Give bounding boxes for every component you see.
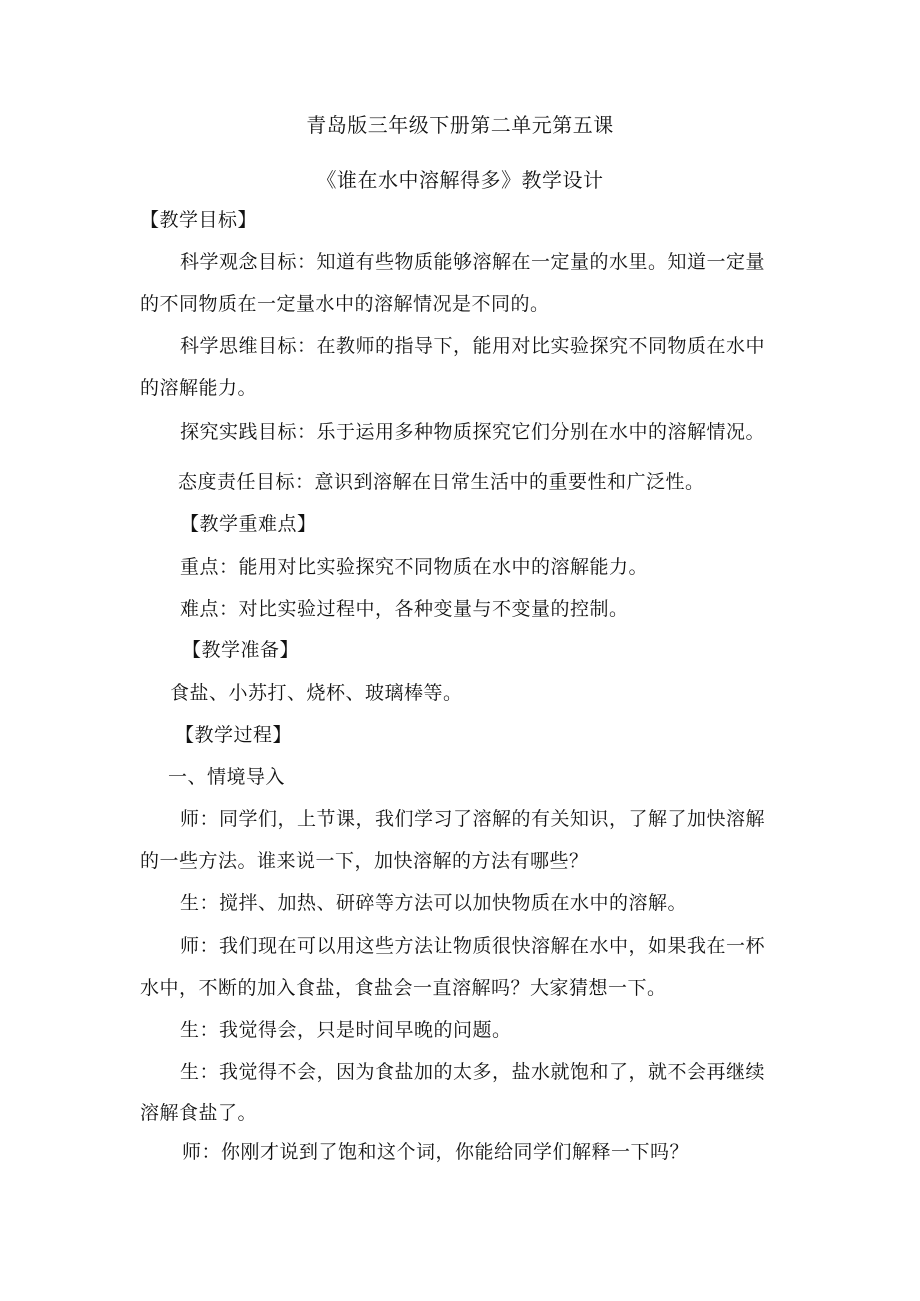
section-heading-keypoints: 【教学重难点】	[180, 513, 317, 535]
dialogue-line: 师：你刚才说到了饱和这个词，你能给同学们解释一下吗？	[182, 1141, 690, 1163]
dialogue-line: 师：我们现在可以用这些方法让物质很快溶解在水中，如果我在一杯	[180, 935, 766, 957]
document-title-line2: 《谁在水中溶解得多》教学设计	[316, 168, 604, 192]
document-title-line1: 青岛版三年级下册第二单元第五课	[306, 113, 614, 137]
objective-paragraph-line: 态度责任目标：意识到溶解在日常生活中的重要性和广泛性。	[178, 471, 705, 493]
difficulty-paragraph: 难点：对比实验过程中，各种变量与不变量的控制。	[180, 598, 629, 620]
dialogue-line: 生：搅拌、加热、研碎等方法可以加快物质在水中的溶解。	[180, 892, 688, 914]
dialogue-line: 溶解食盐了。	[140, 1102, 258, 1124]
materials-paragraph: 食盐、小苏打、烧杯、玻璃棒等。	[170, 682, 463, 704]
objective-paragraph-line: 的不同物质在一定量水中的溶解情况是不同的。	[140, 293, 550, 315]
dialogue-line: 师：同学们，上节课，我们学习了溶解的有关知识，了解了加快溶解	[180, 808, 766, 830]
objective-paragraph-line: 探究实践目标：乐于运用多种物质探究它们分别在水中的溶解情况。	[180, 421, 766, 443]
objective-paragraph-line: 的溶解能力。	[140, 377, 258, 399]
dialogue-line: 水中，不断的加入食盐，食盐会一直溶解吗？大家猜想一下。	[140, 977, 667, 999]
objective-paragraph-line: 科学思维目标：在教师的指导下，能用对比实验探究不同物质在水中	[180, 335, 766, 357]
dialogue-line: 的一些方法。谁来说一下，加快溶解的方法有哪些？	[140, 850, 589, 872]
keypoint-paragraph: 重点：能用对比实验探究不同物质在水中的溶解能力。	[180, 556, 649, 578]
objective-paragraph-line: 科学观念目标：知道有些物质能够溶解在一定量的水里。知道一定量	[180, 251, 766, 273]
dialogue-line: 生：我觉得会，只是时间早晚的问题。	[180, 1019, 512, 1041]
step-heading: 一、情境导入	[168, 766, 286, 788]
dialogue-line: 生：我觉得不会，因为食盐加的太多，盐水就饱和了，就不会再继续	[180, 1061, 766, 1083]
section-heading-objectives: 【教学目标】	[140, 209, 258, 231]
section-heading-process: 【教学过程】	[175, 724, 293, 746]
section-heading-preparation: 【教学准备】	[182, 639, 300, 661]
